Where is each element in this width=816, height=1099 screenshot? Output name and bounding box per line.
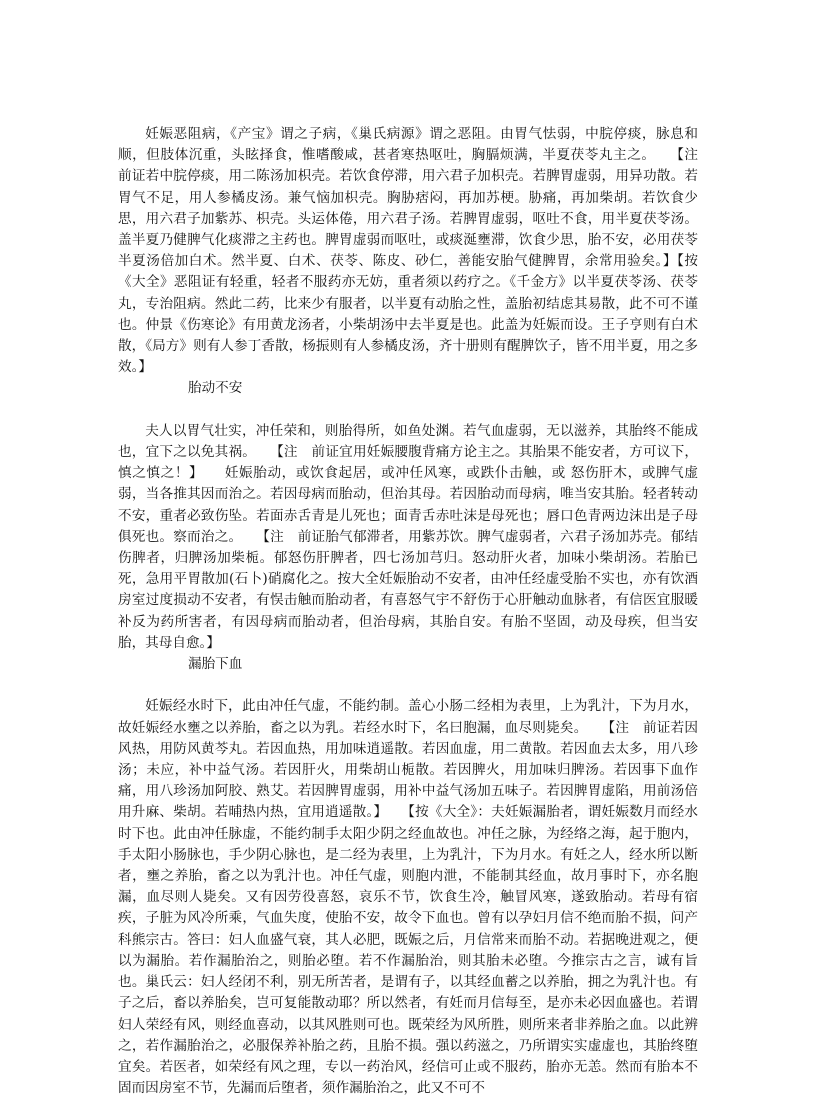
spacer (118, 675, 698, 696)
paragraph-fetal-unrest: 夫人以胃气壮实，冲任荣和，则胎得所，如鱼处渊。若气血虚弱，无以滋养，其胎终不能成也，宜下之以免其祸。 【注 前证宜用妊娠腰腹背痛方论主之。其胎果不能安者，方可议下，慎之慎之！】 妊娠胎动，或饮食起居，或冲任风寒，或跌仆击触，或 怒伤肝木，或脾气虚弱，当各推其因而治之。若因母病而胎动，但治其母。若因胎动而母病，唯当安其胎。轻者转动不安，重者必致伤坠。若面赤舌青是儿死也；面青舌赤吐沫是母死也；唇口色青两边沫出是子母俱死也。察而治之。 【注 前证胎气郁滞者，用紫苏饮。脾气虚弱者，六君子汤加苏壳。郁结伤脾者，归脾汤加柴栀。郁怒伤肝脾者，四七汤加芎归。怒动肝火者，加味小柴胡汤。若胎已死，急用平胃散加(石卜)硝腐化之。按大全妊娠胎动不安者，由冲任经虚受胎不实也，亦有饮酒房室过度损动不安者，有悮击触而胎动者，有喜怒气宇不舒伤于心肝触动血脉者，有信医宜服暖补反为药所害者，有因母病而胎动者，但治母病，其胎自安。有胎不坚固，动及母疾，但当安胎，其母自愈。】 (118, 422, 698, 651)
spacer (118, 400, 698, 421)
paragraph-morning-sickness: 妊娠恶阻病，《产宝》谓之子病，《巢氏病源》谓之恶阻。由胃气怯弱，中脘停痰，脉息和顺，但肢体沉重，头眩择食，惟嗜酸咸，甚者寒热呕吐，胸膈烦满，半夏茯苓丸主之。 【注 前证若中脘停痰，用二陈汤加枳壳。若饮食停滞，用六君子加枳壳。若脾胃虚弱，用异功散。若胃气不足，用人参橘皮汤。兼气恼加枳壳。胸胁痞闷，再加苏梗。胁痛，再加柴胡。若饮食少思，用六君子加紫苏、枳壳。头运体倦，用六君子汤。若脾胃虚弱，呕吐不食，用半夏茯苓汤。盖半夏乃健脾气化痰滞之主药也。脾胃虚弱而呕吐，或痰涎壅滞，饮食少思，胎不安，必用茯苓半夏汤倍加白术。然半夏、白术、茯苓、陈皮、砂仁，善能安胎气健脾胃，余常用验矣。】【按《大全》恶阻证有轻重，轻者不服药亦无妨，重者须以药疗之。《千金方》以半夏茯苓汤、茯苓丸，专治阻病。然此二药，比来少有服者，以半夏有动胎之性，盖胎初结虑其易散，此不可不谨也。仲景《伤寒论》有用黄龙汤者，小柴胡汤中去半夏是也。此盖为妊娠而设。王子亨则有白术散，《局方》则有人参丁香散，杨振则有人参橘皮汤，齐十册则有醒脾饮子，皆不用半夏，用之多效。】 (118, 126, 712, 376)
section-heading-leaking-bleeding: 漏胎下血 (188, 656, 243, 673)
section-heading-fetal-unrest: 胎动不安 (188, 380, 243, 397)
paragraph-leaking-bleeding: 妊娠经水时下，此由冲任气虚，不能约制。盖心小肠二经相为表里，上为乳汁，下为月水，故妊娠经水壅之以养胎，畜之以为乳。若经水时下，名曰胞漏，血尽则毙矣。 【注 前证若因风热，用防风黄芩丸。若因血热，用加味逍遥散。若因血虚，用二黄散。若因血去太多，用八珍汤；未应，补中益气汤。若因肝火，用柴胡山栀散。若因脾火，用加味归脾汤。若因事下血作痛，用八珍汤加阿胶、熟艾。若因脾胃虚弱，用补中益气汤加五味子。若因脾胃虚陷，用前汤倍用升麻、柴胡。若晡热内热，宜用逍遥散。】 【按《大全》：夫妊娠漏胎者，谓妊娠数月而经水时下也。此由冲任脉虚，不能约制手太阳少阴之经血故也。冲任之脉，为经络之海，起于胞内，手太阳小肠脉也，手少阴心脉也，是二经为表里，上为乳汁，下为月水。有妊之人，经水所以断者，壅之养胎，畜之以为乳汁也。冲任气虚，则胞内泄，不能制其经血，故月事时下，亦名胞漏，血尽则人毙矣。又有因劳役喜怒，哀乐不节，饮食生冷，触冒风寒，遂致胎动。若母有宿疾，子脏为风冷所乘，气血失度，使胎不安，故令下血也。曾有以孕妇月信不绝而胎不损，问产科熊宗古。答曰：妇人血盛气衰，其人必肥，既娠之后，月信常来而胎不动。若据晚进观之，便以为漏胎。若作漏胎治之，则胎必堕。若不作漏胎治，则其胎未必堕。今推宗古之言，诚有旨也。巢氏云：妇人经闭不利，别无所苦者，是谓有子，以其经血蓄之以养胎，拥之为乳汁也。有子之后，畜以养胎矣，岂可复能散动耶？所以然者，有妊而月信每至，是亦未必因血盛也。若谓妇人荣经有风，则经血喜动，以其风胜则可也。既荣经为风所胜，则所来者非养胎之血。以此辨之，若作漏胎治之，必服保养补胎之药，且胎不损。强以药滋之，乃所谓实实虚虚也，其胎终堕宜矣。若医者，如荣经有风之理，专以一药治风，经信可止或不服药，胎亦无恙。然而有胎本不固而因房室不节，先漏而后堕者，须作漏胎治之，此又不可不 (118, 698, 698, 1097)
